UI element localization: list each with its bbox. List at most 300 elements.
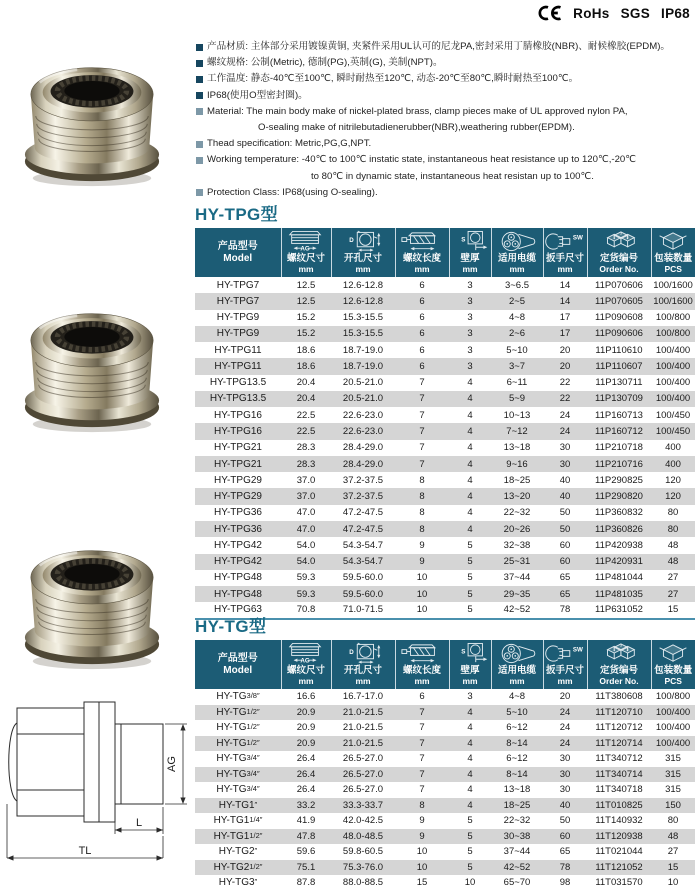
col-header-thread-length bbox=[395, 228, 449, 277]
model-base: HY-TPG7 bbox=[216, 295, 260, 307]
col-header-thread-size bbox=[281, 640, 331, 689]
intro-bullets bbox=[196, 39, 698, 201]
col-header-thread-size bbox=[281, 228, 331, 277]
cell-packing-qty: 100/400 bbox=[651, 391, 695, 407]
cell-thread-length: 6 bbox=[395, 293, 449, 309]
sgs-label: SGS bbox=[620, 5, 651, 21]
table-row bbox=[195, 570, 695, 586]
cell-thread-length: 10 bbox=[395, 860, 449, 876]
cell-wrench-size: 78 bbox=[543, 860, 587, 876]
cell-hole-size: 15.3-15.5 bbox=[342, 312, 384, 324]
cell-wall-thickness: 4 bbox=[449, 798, 491, 814]
cell-thread-size: 26.4 bbox=[281, 767, 331, 783]
table-row bbox=[195, 844, 695, 860]
cell-wall-thickness: 4 bbox=[449, 705, 491, 721]
cell-packing-qty: 150 bbox=[651, 798, 695, 814]
model-base: HY-TG bbox=[216, 737, 247, 749]
cell-order-no: 11P360826 bbox=[587, 521, 651, 537]
cell-packing-qty: 100/800 bbox=[655, 312, 691, 324]
cell-model bbox=[195, 751, 281, 767]
model-base: HY-TG bbox=[216, 753, 247, 765]
table-section-hy-tpg bbox=[195, 200, 696, 620]
cable-range-icon bbox=[495, 642, 539, 665]
cell-cable-range: 2~6 bbox=[491, 326, 543, 342]
col-label-unit: mm bbox=[355, 676, 371, 686]
cell-hole-size: 71.0-71.5 bbox=[342, 604, 384, 616]
col-header-hole-size bbox=[331, 228, 395, 277]
col-header-wrench-size bbox=[543, 640, 587, 689]
col-header-order-no bbox=[587, 640, 651, 689]
cell-thread-size: 20.4 bbox=[296, 377, 316, 389]
cell-order-no: 11P090608 bbox=[595, 312, 643, 324]
cell-hole-size: 26.5-27.0 bbox=[342, 784, 384, 796]
intro-bullet-en bbox=[196, 136, 698, 152]
cell-thread-length: 7 bbox=[419, 722, 425, 734]
svg-text:AG: AG bbox=[300, 245, 310, 253]
model-base: HY-TPG11 bbox=[214, 344, 262, 356]
cell-wall-thickness: 3 bbox=[449, 293, 491, 309]
cell-thread-length: 9 bbox=[419, 815, 425, 827]
cell-packing-qty: 15 bbox=[651, 860, 695, 876]
cell-hole-size: 42.0-42.5 bbox=[342, 815, 384, 827]
cell-model bbox=[195, 423, 281, 439]
col-label-zh: 开孔尺寸 bbox=[343, 665, 382, 676]
cell-hole-size: 59.5-60.0 bbox=[331, 586, 395, 602]
cell-wrench-size: 30 bbox=[543, 767, 587, 783]
cell-hole-size: 21.0-21.5 bbox=[342, 722, 384, 734]
model-base: HY-TPG42 bbox=[214, 539, 262, 551]
bullet-text: Working temperature: -40℃ to 100℃ instatic state, instantaneous heat resistance up to 120℃,-20℃ bbox=[207, 154, 637, 166]
cell-order-no: 11P631052 bbox=[595, 604, 643, 616]
dim-label-l: L bbox=[135, 817, 143, 829]
cell-thread-size: 47.0 bbox=[296, 507, 316, 519]
cell-thread-size: 20.9 bbox=[296, 722, 316, 734]
cell-packing-qty: 100/800 bbox=[655, 691, 691, 703]
model-fraction: ″ bbox=[254, 876, 258, 886]
wall-thickness-icon bbox=[448, 642, 492, 665]
model-base: HY-TPG36 bbox=[214, 507, 262, 519]
cell-order-no: 11T340712 bbox=[595, 753, 643, 765]
cell-model bbox=[195, 391, 281, 407]
cell-thread-size: 12.5 bbox=[281, 293, 331, 309]
cell-wrench-size: 60 bbox=[543, 829, 587, 845]
model-base: HY-TPG29 bbox=[214, 491, 262, 503]
cell-cable-range: 6~12 bbox=[506, 722, 528, 734]
col-label-unit: mm bbox=[298, 264, 314, 274]
model-fraction: 1/2″ bbox=[246, 706, 260, 716]
cell-packing-qty: 100/400 bbox=[655, 722, 691, 734]
cell-order-no: 11P110607 bbox=[587, 358, 651, 374]
cell-wall-thickness: 4 bbox=[467, 722, 473, 734]
cell-cable-range: 6~12 bbox=[506, 753, 528, 765]
bullet-square-icon bbox=[196, 92, 203, 99]
cell-order-no: 11T120714 bbox=[587, 736, 651, 752]
ce-mark-icon bbox=[538, 5, 562, 21]
cell-thread-length: 6 bbox=[395, 326, 449, 342]
cell-wall-thickness: 4 bbox=[467, 442, 473, 454]
cell-wall-thickness: 3 bbox=[467, 312, 473, 324]
bullet-text: IP68(使用O型密封圈)。 bbox=[207, 89, 308, 101]
model-base: HY-TPG11 bbox=[214, 360, 262, 372]
cell-order-no: 11P481044 bbox=[595, 572, 643, 584]
cell-thread-size: 47.8 bbox=[281, 829, 331, 845]
col-label-unit: mm bbox=[557, 676, 573, 686]
cell-thread-size: 54.0 bbox=[296, 539, 316, 551]
intro-bullet-continuation: to 80℃ in dynamic state, instantaneous heat resistan up to 100℃. bbox=[311, 170, 594, 182]
cell-cable-range: 10~13 bbox=[503, 409, 531, 421]
cell-thread-length: 7 bbox=[395, 391, 449, 407]
cell-wrench-size: 40 bbox=[543, 488, 587, 504]
cell-model bbox=[195, 570, 281, 586]
cell-packing-qty: 100/450 bbox=[651, 423, 695, 439]
table-row bbox=[195, 813, 695, 829]
bullet-text: Protection Class: IP68(using O-sealing). bbox=[207, 186, 378, 198]
table-row bbox=[195, 326, 695, 342]
col-label-zh: 螺纹长度 bbox=[402, 665, 441, 676]
col-header-cable-range bbox=[491, 228, 543, 277]
cell-thread-length: 7 bbox=[419, 784, 425, 796]
cell-cable-range: 65~70 bbox=[503, 876, 531, 888]
cell-model bbox=[195, 798, 281, 814]
cell-order-no: 11T121052 bbox=[587, 860, 651, 876]
table-row bbox=[195, 782, 695, 798]
cell-wrench-size: 24 bbox=[559, 409, 571, 421]
cell-thread-length: 10 bbox=[416, 572, 428, 584]
col-label-zh: 螺纹尺寸 bbox=[286, 665, 325, 676]
col-label-zh: 定货编号 bbox=[599, 665, 638, 676]
cell-packing-qty: 27 bbox=[667, 846, 679, 858]
svg-text:D: D bbox=[349, 648, 354, 656]
cell-thread-size: 33.2 bbox=[281, 798, 331, 814]
svg-text:D: D bbox=[349, 236, 354, 244]
cell-model bbox=[195, 521, 281, 537]
col-header-model bbox=[195, 640, 281, 689]
col-header-packing-qty bbox=[651, 640, 695, 689]
cell-packing-qty: 27 bbox=[667, 572, 679, 584]
cell-wall-thickness: 4 bbox=[449, 736, 491, 752]
cell-packing-qty: 100/800 bbox=[651, 326, 695, 342]
cell-thread-size: 47.0 bbox=[281, 521, 331, 537]
cell-order-no: 11P420938 bbox=[595, 539, 643, 551]
bullet-square-icon bbox=[196, 189, 203, 196]
intro-bullet-zh bbox=[196, 88, 698, 104]
cell-hole-size: 26.5-27.0 bbox=[342, 753, 384, 765]
cell-thread-length: 7 bbox=[395, 736, 449, 752]
cell-wrench-size: 24 bbox=[543, 423, 587, 439]
col-label-unit: Order No. bbox=[599, 264, 639, 274]
bullet-text: Thead specification: Metric,PG,G,NPT. bbox=[207, 138, 372, 150]
cell-thread-length: 9 bbox=[395, 829, 449, 845]
col-label-zh: 壁厚 bbox=[460, 665, 480, 676]
svg-text:SW: SW bbox=[572, 234, 583, 242]
cell-thread-length: 9 bbox=[395, 554, 449, 570]
table-row bbox=[195, 293, 695, 309]
model-fraction: 1/2″ bbox=[246, 737, 260, 747]
cell-packing-qty: 48 bbox=[651, 554, 695, 570]
model-base: HY-TPG9 bbox=[216, 312, 260, 324]
cell-wall-thickness: 4 bbox=[449, 391, 491, 407]
cell-model bbox=[195, 767, 281, 783]
cell-packing-qty: 100/400 bbox=[651, 358, 695, 374]
cell-packing-qty: 100/1600 bbox=[651, 293, 695, 309]
table-row bbox=[195, 689, 695, 705]
cell-thread-length: 7 bbox=[395, 705, 449, 721]
intro-bullet-continuation: O-sealing make of nitrilebutadienerubber(NBR),weathering rubber(EPDM). bbox=[258, 122, 575, 134]
bullet-square-icon bbox=[196, 60, 203, 67]
cell-order-no: 11T380608 bbox=[595, 691, 643, 703]
model-base: HY-TPG29 bbox=[214, 474, 262, 486]
spec-table bbox=[195, 640, 695, 889]
table-section-hy-tg bbox=[195, 612, 696, 889]
cell-thread-length: 7 bbox=[419, 442, 425, 454]
cell-packing-qty: 27 bbox=[651, 586, 695, 602]
cell-wall-thickness: 3 bbox=[467, 344, 473, 356]
cell-wrench-size: 40 bbox=[559, 474, 571, 486]
col-header-thread-length bbox=[395, 640, 449, 689]
cell-thread-length: 15 bbox=[416, 876, 428, 888]
table-row bbox=[195, 705, 695, 721]
svg-text:3: 3 bbox=[619, 643, 622, 648]
cell-thread-length: 10 bbox=[416, 604, 428, 616]
table-row bbox=[195, 423, 695, 439]
cell-cable-range: 22~32 bbox=[503, 507, 531, 519]
product-photo-1 bbox=[18, 38, 166, 196]
thread-size-icon bbox=[284, 230, 328, 253]
cable-range-icon bbox=[495, 230, 539, 253]
intro-bullet-zh bbox=[196, 71, 698, 87]
model-base: HY-TG1 bbox=[213, 815, 250, 827]
cell-order-no: 11T340718 bbox=[595, 784, 643, 796]
cell-thread-size: 12.5 bbox=[296, 279, 316, 291]
header-row bbox=[195, 640, 695, 689]
cell-hole-size: 18.7-19.0 bbox=[331, 358, 395, 374]
hole-size-icon bbox=[341, 642, 385, 665]
table-row bbox=[195, 472, 695, 488]
cell-wrench-size: 17 bbox=[543, 326, 587, 342]
hole-size-icon bbox=[341, 230, 385, 253]
cell-cable-range: 18~25 bbox=[503, 474, 531, 486]
cell-cable-range: 6~11 bbox=[506, 377, 528, 389]
cell-order-no: 11T031570 bbox=[595, 876, 643, 888]
cell-cable-range: 42~52 bbox=[503, 604, 531, 616]
cell-thread-size: 70.8 bbox=[296, 604, 316, 616]
cell-wrench-size: 30 bbox=[559, 442, 571, 454]
cell-wall-thickness: 5 bbox=[449, 586, 491, 602]
cell-wall-thickness: 5 bbox=[467, 815, 473, 827]
cell-order-no: 11P160712 bbox=[587, 423, 651, 439]
cell-wall-thickness: 5 bbox=[449, 554, 491, 570]
cell-model bbox=[195, 293, 281, 309]
dim-label-ag: AG bbox=[166, 756, 178, 772]
col-label-zh: 螺纹尺寸 bbox=[286, 253, 325, 264]
cell-order-no: 11T140932 bbox=[595, 815, 643, 827]
cell-hole-size: 20.5-21.0 bbox=[342, 377, 384, 389]
cell-cable-range: 13~20 bbox=[491, 488, 543, 504]
product-photo-2 bbox=[18, 284, 166, 442]
wall-thickness-icon bbox=[448, 230, 492, 253]
cell-hole-size: 15.3-15.5 bbox=[331, 326, 395, 342]
cell-thread-size: 37.0 bbox=[296, 474, 316, 486]
cell-wall-thickness: 4 bbox=[467, 474, 473, 486]
cell-hole-size: 18.7-19.0 bbox=[342, 344, 384, 356]
bullet-square-icon bbox=[196, 108, 203, 115]
cell-cable-range: 13~18 bbox=[503, 784, 531, 796]
svg-text:S: S bbox=[461, 236, 466, 244]
cell-packing-qty: 48 bbox=[651, 829, 695, 845]
model-base: HY-TPG9 bbox=[216, 328, 260, 340]
cell-thread-length: 8 bbox=[419, 474, 425, 486]
ip68-label: IP68 bbox=[661, 5, 690, 21]
cell-thread-size: 20.9 bbox=[281, 705, 331, 721]
cell-wall-thickness: 4 bbox=[449, 423, 491, 439]
cell-thread-size: 15.2 bbox=[281, 326, 331, 342]
col-header-wall-thickness bbox=[449, 228, 491, 277]
table-row bbox=[195, 829, 695, 845]
table-row bbox=[195, 860, 695, 876]
cell-cable-range: 29~35 bbox=[491, 586, 543, 602]
cell-packing-qty: 400 bbox=[651, 456, 695, 472]
cell-wrench-size: 50 bbox=[543, 521, 587, 537]
cell-packing-qty: 315 bbox=[665, 784, 681, 796]
order-boxes-icon bbox=[597, 230, 641, 253]
cell-packing-qty: 80 bbox=[667, 507, 679, 519]
cell-wrench-size: 14 bbox=[543, 293, 587, 309]
cell-thread-length: 7 bbox=[419, 753, 425, 765]
cell-thread-length: 9 bbox=[419, 539, 425, 551]
cell-hole-size: 28.4-29.0 bbox=[342, 442, 384, 454]
cell-thread-size: 54.0 bbox=[281, 554, 331, 570]
thread-length-icon bbox=[400, 642, 444, 665]
table-row bbox=[195, 310, 695, 326]
col-label-zh: 扳手尺寸 bbox=[545, 665, 584, 676]
svg-text:3: 3 bbox=[619, 231, 622, 236]
model-fraction: 3/4″ bbox=[246, 784, 260, 794]
cell-thread-size: 18.6 bbox=[281, 358, 331, 374]
cell-wrench-size: 65 bbox=[543, 586, 587, 602]
col-header-wrench-size bbox=[543, 228, 587, 277]
cell-cable-range: 32~38 bbox=[503, 539, 531, 551]
cell-thread-size: 37.0 bbox=[281, 488, 331, 504]
col-header-wall-thickness bbox=[449, 640, 491, 689]
cell-thread-length: 10 bbox=[416, 846, 428, 858]
cell-thread-length: 7 bbox=[395, 423, 449, 439]
cell-model bbox=[195, 277, 281, 293]
packing-box-icon bbox=[651, 642, 695, 665]
cell-packing-qty: 48 bbox=[667, 539, 679, 551]
table-row bbox=[195, 767, 695, 783]
wrench-size-icon bbox=[543, 230, 587, 253]
intro-bullet-zh bbox=[196, 55, 698, 71]
model-base: HY-TG1 bbox=[218, 799, 255, 811]
cell-cable-range: 37~44 bbox=[503, 572, 531, 584]
header-row bbox=[195, 228, 695, 277]
cell-hole-size: 21.0-21.5 bbox=[331, 736, 395, 752]
col-label-zh: 产品型号 bbox=[217, 653, 258, 664]
cell-thread-size: 87.8 bbox=[296, 876, 316, 888]
model-fraction: 1/4″ bbox=[249, 815, 263, 825]
col-label-zh: 扳手尺寸 bbox=[545, 253, 584, 264]
intro-bullet-en bbox=[196, 185, 698, 201]
cell-order-no: 11T120938 bbox=[587, 829, 651, 845]
svg-text:1: 1 bbox=[613, 236, 616, 241]
intro-en bbox=[196, 104, 698, 201]
cell-wrench-size: 78 bbox=[559, 604, 571, 616]
cell-wrench-size: 65 bbox=[559, 572, 571, 584]
cell-thread-length: 6 bbox=[419, 312, 425, 324]
cell-wrench-size: 40 bbox=[543, 798, 587, 814]
cell-thread-length: 6 bbox=[419, 279, 425, 291]
cell-wall-thickness: 3 bbox=[467, 279, 473, 291]
cell-thread-size: 16.6 bbox=[296, 691, 316, 703]
certifications bbox=[538, 5, 690, 21]
cell-thread-size: 26.4 bbox=[296, 753, 316, 765]
table-row bbox=[195, 488, 695, 504]
order-boxes-icon bbox=[597, 642, 641, 665]
cell-thread-size: 18.6 bbox=[296, 344, 316, 356]
svg-text:2: 2 bbox=[626, 236, 629, 241]
cell-order-no: 11P420931 bbox=[587, 554, 651, 570]
cell-thread-length: 6 bbox=[395, 358, 449, 374]
cell-hole-size: 37.2-37.5 bbox=[331, 488, 395, 504]
model-fraction: 3/4″ bbox=[246, 753, 260, 763]
spec-table-hy-tg bbox=[195, 640, 696, 889]
model-base: HY-TPG21 bbox=[214, 442, 262, 454]
model-base: HY-TPG16 bbox=[214, 426, 262, 438]
cell-packing-qty: 80 bbox=[651, 521, 695, 537]
model-base: HY-TPG63 bbox=[214, 604, 262, 616]
cell-hole-size: 59.5-60.0 bbox=[342, 572, 384, 584]
cell-model bbox=[195, 342, 281, 358]
cell-wrench-size: 24 bbox=[559, 722, 571, 734]
cell-order-no: 11P070606 bbox=[595, 279, 643, 291]
cell-model bbox=[195, 310, 281, 326]
cell-wall-thickness: 5 bbox=[467, 846, 473, 858]
cell-order-no: 11P130709 bbox=[587, 391, 651, 407]
cell-order-no: 11P360832 bbox=[595, 507, 643, 519]
cell-cable-range: 22~32 bbox=[503, 815, 531, 827]
bullet-square-icon bbox=[196, 157, 203, 164]
cell-model bbox=[195, 860, 281, 876]
model-base: HY-TG bbox=[216, 768, 247, 780]
col-label-unit: mm bbox=[557, 264, 573, 274]
cell-thread-size: 59.3 bbox=[281, 586, 331, 602]
col-header-order-no bbox=[587, 228, 651, 277]
cell-wrench-size: 50 bbox=[559, 815, 571, 827]
cell-hole-size: 47.2-47.5 bbox=[342, 507, 384, 519]
model-fraction: ″ bbox=[254, 799, 258, 809]
model-base: HY-TG bbox=[216, 706, 247, 718]
cell-model bbox=[195, 875, 281, 889]
cell-thread-length: 6 bbox=[419, 691, 425, 703]
intro-bullet-en bbox=[196, 104, 698, 120]
bullet-text: Material: The main body make of nickel-plated brass, clamp pieces make of UL approved nylon PA, bbox=[207, 105, 628, 117]
cell-wrench-size: 60 bbox=[559, 539, 571, 551]
cell-packing-qty: 100/1600 bbox=[653, 279, 693, 291]
intro-zh bbox=[196, 39, 698, 104]
cell-cable-range: 30~38 bbox=[491, 829, 543, 845]
table-row bbox=[195, 586, 695, 602]
cell-wrench-size: 22 bbox=[559, 377, 571, 389]
model-base: HY-TG bbox=[216, 691, 247, 703]
cell-wrench-size: 98 bbox=[559, 876, 571, 888]
cell-wall-thickness: 5 bbox=[449, 860, 491, 876]
cell-wall-thickness: 5 bbox=[467, 539, 473, 551]
cell-wall-thickness: 4 bbox=[467, 409, 473, 421]
cell-packing-qty: 400 bbox=[665, 442, 681, 454]
table-row bbox=[195, 736, 695, 752]
product-photo-3 bbox=[18, 521, 166, 679]
cell-hole-size: 12.6-12.8 bbox=[342, 279, 384, 291]
